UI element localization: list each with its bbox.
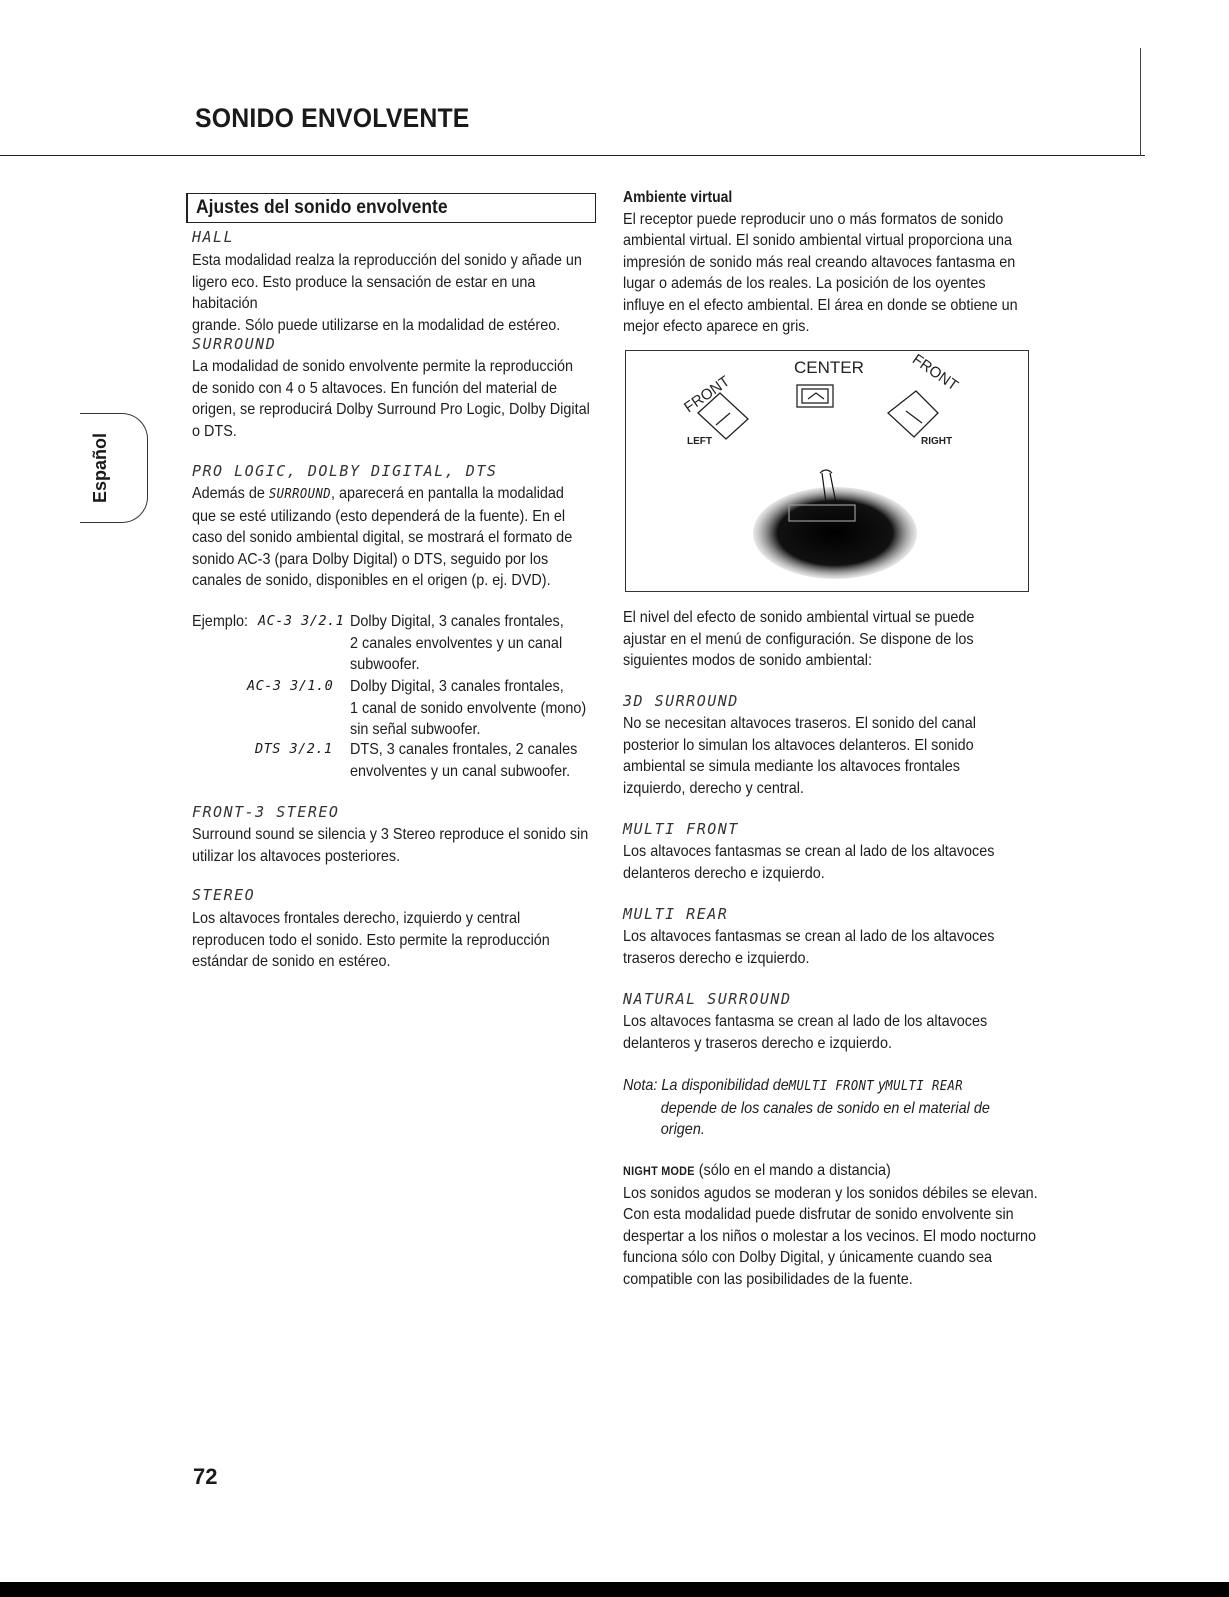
section-heading-box [186, 193, 596, 223]
speaker-diagram-svg [626, 351, 1028, 591]
header-rule [0, 155, 1145, 156]
lcd-hall: HALL [192, 228, 235, 246]
lcd-natural-surround: NATURAL SURROUND [623, 990, 792, 1008]
surround3d-text: No se necesitan altavoces traseros. El sonido del canal posterior lo simulan los altavoces delanteros. El sonido ambiental se simula mediante los altavoces frontales izquierdo, derecho y central. [623, 715, 976, 797]
scan-edge-bar [0, 1582, 1229, 1597]
lcd-front3: FRONT-3 STEREO [192, 803, 340, 821]
front-left-label: FRONT [681, 372, 734, 417]
lcd-multi-front: MULTI FRONT [623, 820, 739, 838]
prologic-text: Además de SURROUND, aparecerá en pantalla la modalidad que se esté utilizando (esto dependerá de la fuente). En el caso del sonido ambiental digital, se mostrará el formato de sonido AC-3 (para Dolby Digital) o DTS, seguido por los canales de sonido, disponibles en el origen (p. ej. DVD). [192, 485, 573, 589]
level-text: El nivel del efecto de sonido ambiental virtual se puede ajustar en el menú de configuración. Se dispone de los siguientes modos de sonido ambiental: [623, 609, 975, 669]
language-tab-label: Español [90, 432, 110, 503]
night-mode-label: NIGHT MODE [623, 1164, 695, 1178]
example-desc-2: Dolby Digital, 3 canales frontales, 1 canal de sonido envolvente (mono) sin señal subwoofer. [350, 678, 587, 738]
natural-text: Los altavoces fantasma se crean al lado de los altavoces delanteros y traseros derecho e izquierdo. [623, 1013, 988, 1052]
multifront-text: Los altavoces fantasmas se crean al lado de los altavoces delanteros derecho e izquierdo. [623, 843, 995, 882]
example-label: Ejemplo: [192, 613, 249, 630]
example-desc-3: DTS, 3 canales frontales, 2 canales envolventes y un canal subwoofer. [350, 741, 578, 780]
hall-text: Esta modalidad realza la reproducción del sonido y añade un ligero eco. Esto produce la sensación de estar en una habitación grande. Sólo puede utilizarse en la modalidad de estéreo. [192, 252, 582, 334]
left-label: LEFT [687, 436, 712, 447]
front-right-label: FRONT [909, 351, 962, 395]
example-code-1: AC-3 3/2.1 [258, 613, 345, 629]
section-heading: Ajustes del sonido envolvente [196, 197, 448, 218]
virtual-heading: Ambiente virtual [623, 189, 733, 206]
center-label: CENTER [794, 358, 864, 377]
lcd-prologic: PRO LOGIC, DOLBY DIGITAL, DTS [192, 462, 498, 480]
stereo-text: Los altavoces frontales derecho, izquierdo y central reproducen todo el sonido. Esto permite la reproducción estándar de sonido en estéreo. [192, 910, 550, 970]
night-mode-section: NIGHT MODE (sólo en el mando a distancia) Los sonidos agudos se moderan y los sonidos débiles se elevan. Con esta modalidad puede disfrutar de sonido envolvente sin despertar a los niños o molestar a los vecinos. El modo nocturno funciona sólo con Dolby Digital, y únicamente cuando sea compatible con las posibilidades de la fuente. [623, 1162, 1038, 1288]
example-code-3: DTS 3/2.1 [255, 741, 333, 757]
surround-text: La modalidad de sonido envolvente permite la reproducción de sonido con 4 o 5 altavoces. En función del material de origen, se reproducirá Dolby Surround Pro Logic, Dolby Digital o DTS. [192, 358, 590, 440]
page-number: 72 [193, 1464, 218, 1489]
speaker-diagram [625, 350, 1029, 592]
right-speaker-icon [888, 391, 938, 437]
lcd-stereo: STEREO [192, 886, 256, 904]
right-label: RIGHT [921, 436, 953, 447]
note: Nota: La disponibilidad deMULTI FRONT yMULTI REAR depende de los canales de sonido en el material de origen. [623, 1077, 990, 1138]
center-speaker-icon [797, 385, 833, 407]
lcd-3d-surround: 3D SURROUND [623, 692, 739, 710]
corner-mark [1140, 48, 1141, 156]
lcd-surround: SURROUND [192, 335, 277, 353]
multirear-text: Los altavoces fantasmas se crean al lado de los altavoces traseros derecho e izquierdo. [623, 928, 995, 967]
page-title: SONIDO ENVOLVENTE [195, 103, 470, 133]
virtual-section: Ambiente virtual El receptor puede reproducir uno o más formatos de sonido ambiental virtual. El sonido ambiental virtual proporciona una impresión de sonido más real creando altavoces fantasma en lugar o además de los reales. La posición de los oyentes influye en el efecto ambiental. El área en donde se obtiene un mejor efecto aparece en gris. [623, 187, 1028, 338]
example-code-2: AC-3 3/1.0 [247, 678, 334, 694]
lcd-multi-rear: MULTI REAR [623, 905, 729, 923]
example-desc-1: Dolby Digital, 3 canales frontales, 2 canales envolventes y un canal subwoofer. [350, 613, 564, 673]
front3-text: Surround sound se silencia y 3 Stereo reproduce el sonido sin utilizar los altavoces posteriores. [192, 826, 589, 865]
